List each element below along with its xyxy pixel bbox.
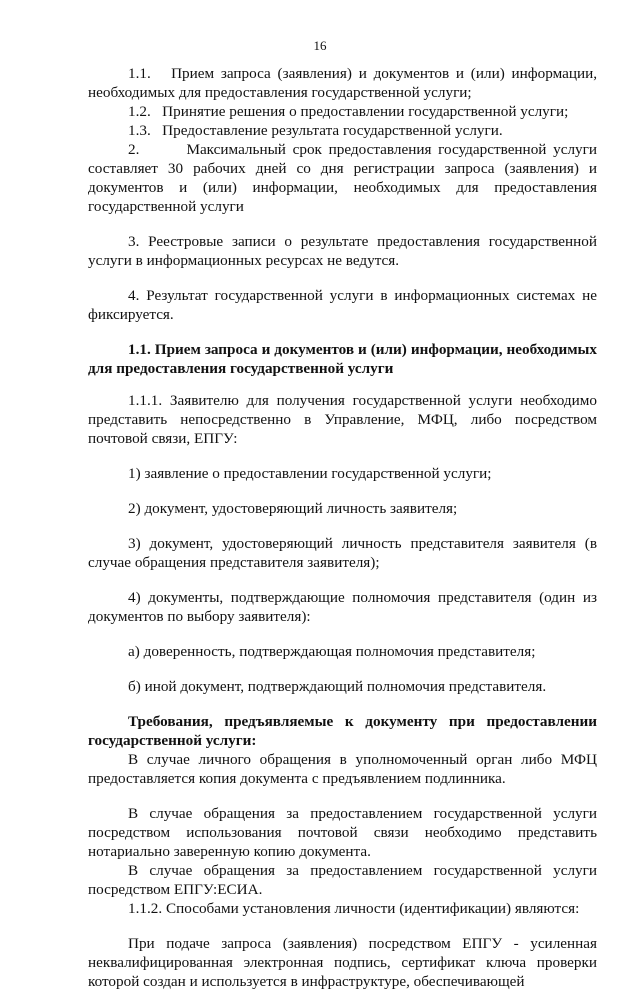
paragraph-identification: При подаче запроса (заявления) посредством ЕПГУ - усиленная неквалифицированная электронная подпись, сертификат ключа проверки которой создан и используется в инфраструктуре, обеспечивающей xyxy=(88,935,597,990)
paragraph-3: 3. Реестровые записи о результате предоставления государственной услуги в информационных ресурсах не ведутся. xyxy=(88,233,597,269)
list-item-document-1: 1) заявление о предоставлении государственной услуги; xyxy=(128,465,492,482)
list-item-2-deadline: 2. Максимальный срок предоставления государственной услуги составляет 30 рабочих дней со дня регистрации запроса (заявления) и документов и (или) информации, необходимых для предоставления государственной услуги xyxy=(88,141,597,215)
paragraph-4: 4. Результат государственной услуги в информационных системах не фиксируется. xyxy=(88,287,597,323)
list-item-1-3: 1.3. Предоставление результата государственной услуги. xyxy=(128,122,503,139)
requirement-postal: В случае обращения за предоставлением государственной услуги посредством использования почтовой связи необходимо представить нотариально заверенную копию документа. xyxy=(88,805,597,860)
list-item-document-3: 3) документ, удостоверяющий личность представителя заявителя (в случае обращения представителя заявителя); xyxy=(88,535,597,571)
list-item-1-1: 1.1. Прием запроса (заявления) и документов и (или) информации, необходимых для предоставления государственной услуги; xyxy=(88,65,597,101)
list-item-document-b: б) иной документ, подтверждающий полномочия представителя. xyxy=(128,678,547,695)
list-item-document-2: 2) документ, удостоверяющий личность заявителя; xyxy=(128,500,458,517)
paragraph-1-1-1: 1.1.1. Заявителю для получения государственной услуги необходимо представить непосредственно в Управление, МФЦ, либо посредством почтовой связи, ЕПГУ: xyxy=(88,392,597,447)
requirements-heading: Требования, предъявляемые к документу при предоставлении государственной услуги: xyxy=(88,713,597,749)
list-item-document-a: а) доверенность, подтверждающая полномочия представителя; xyxy=(128,643,536,660)
requirement-epgu: В случае обращения за предоставлением государственной услуги посредством ЕПГУ:ЕСИА. xyxy=(88,862,597,898)
requirement-personal: В случае личного обращения в уполномоченный орган либо МФЦ предоставляется копия документа с предъявлением подлинника. xyxy=(88,751,597,787)
list-item-1-2: 1.2. Принятие решения о предоставлении государственной услуги; xyxy=(128,103,569,120)
document-body xyxy=(88,64,597,991)
list-item-document-4: 4) документы, подтверждающие полномочия представителя (один из документов по выбору заявителя): xyxy=(88,589,597,625)
section-heading-1-1: 1.1. Прием запроса и документов и (или) информации, необходимых для предоставления государственной услуги xyxy=(88,341,597,377)
page-number: 16 xyxy=(313,38,327,53)
paragraph-1-1-2: 1.1.2. Способами установления личности (идентификации) являются: xyxy=(128,900,580,917)
